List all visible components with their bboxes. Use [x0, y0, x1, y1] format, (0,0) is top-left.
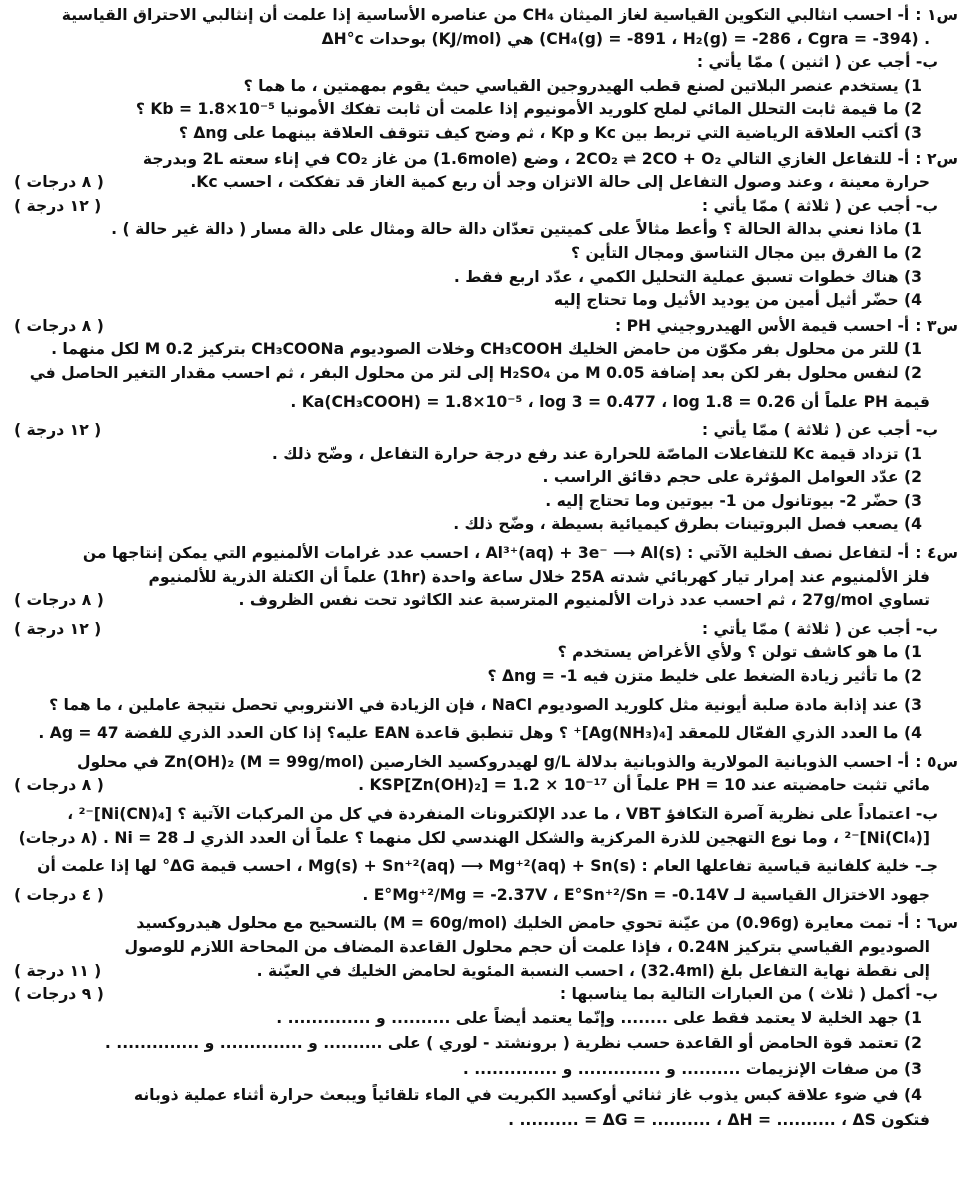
q6-b-item-1: 1) جهد الخلية لا يعتمد فقط على ........ وإنّما يعتمد أيضاً على .......... و .............. . [276, 1008, 922, 1027]
q5-c-grade: ( ٤ درجات ) [14, 885, 104, 904]
q6-b-grade: ( ٩ درجات ) [14, 985, 104, 1004]
q1-a-text-2: . (CH₄(g) = -891 ، H₂(g) = -286 ، Cgra = -394) هي (KJ/mol) بوحدات ΔH°c [321, 29, 930, 48]
q5-b-line-2: [Ni(Cl₄)]⁻² ، وما نوع التهجين للذرة المركزية والشكل الهندسي لكل منهما ؟ علماً أن العدد الذري لـ Ni = 28 . (٨ درجات) [18, 828, 930, 847]
q6-a-line-2: الصوديوم القياسي بتركيز 0.24N ، فإذا علمت أن حجم محلول القاعدة المضاف من المحاحة اللازم للوصول [124, 937, 930, 956]
q5-number: س٥ : [915, 752, 958, 771]
q3-b-grade: ( ١٢ درجة ) [14, 421, 102, 440]
q2-a-line-2: حرارة معينة ، وعند وصول التفاعل إلى حالة الاتزان وجد أن ربع كمية الغاز قد تفككت ، احسب Kc. ( ٨ درجات ) [14, 171, 958, 195]
q4-b-item-3: 3) عند إذابة مادة صلبة أيونية مثل كلوريد الصوديوم NaCl ، فإن الزيادة في الانتروبي تحصل نتيجة عاملين ، ما هما ؟ [49, 695, 922, 714]
q4-b-title: ب- أجب عن ( ثلاثة ) ممّا يأتي : ( ١٢ درجة ) [14, 618, 958, 642]
q6-a-line-1: س٦ : أ- تمت معايرة (0.96g) من عيّنة تحوي حامض الخليك (M = 60g/mol) بالتسحيح مع محلول هيدروكسيد [14, 912, 958, 936]
q2-b-item-4: 4) حضّر أثيل أمين من يوديد الأثيل وما تحتاج إليه [553, 291, 922, 310]
q6-b-title: ب- أكمل ( ثلاث ) من العبارات التالية بما يناسبها : ( ٩ درجات ) [14, 983, 958, 1007]
q4-b-item-2: 2) ما تأثير زيادة الضغط على خليط متزن فيه Δng = -1 ؟ [487, 667, 922, 686]
q1-b-item-1: 1) يستخدم عنصر البلاتين لصنع قطب الهيدروجين القياسي حيث يقوم بمهمتين ، ما هما ؟ [243, 76, 922, 95]
q3-a-grade: ( ٨ درجات ) [14, 316, 104, 335]
q6-number: س٦ : [915, 914, 958, 933]
q3-b-item-1: 1) تزداد قيمة Kc للتفاعلات الماصّة للحرارة عند رفع درجة حرارة التفاعل ، وضّح ذلك . [271, 444, 922, 463]
q1-b-item-2: 2) ما قيمة ثابت التحلل المائي لملح كلوريد الأمونيوم إذا علمت أن ثابت تفكك الأمونيا Kb = 1.8×10⁻⁵ ؟ [135, 100, 922, 119]
q4-a-grade: ( ٨ درجات ) [14, 591, 104, 610]
q6-b-item-4: 4) في ضوء علاقة كبس يذوب غاز ثنائي أوكسيد الكبريت في الماء تلقائياً ويبعث حرارة أثناء عملية ذوبانه [133, 1085, 922, 1104]
q2-b-grade: ( ١٢ درجة ) [14, 196, 102, 215]
q2-b-title: ب- أجب عن ( ثلاثة ) ممّا يأتي : ( ١٢ درجة ) [14, 195, 958, 219]
q3-a-line-1: س٣ : أ- احسب قيمة الأس الهيدروجيني PH : ( ٨ درجات ) [14, 315, 958, 339]
q3-a-line-3: 2) لنفس محلول بفر لكن بعد إضافة 0.05 M من H₂SO₄ إلى لتر من محلول البفر ، ثم احسب مقدار التغير الحاصل في [29, 363, 922, 382]
q2-b-item-2: 2) ما الفرق بين مجال التناسق ومجال التأين ؟ [570, 243, 922, 262]
q4-b-item-1: 1) ما هو كاشف تولن ؟ ولأي الأغراض يستخدم ؟ [557, 643, 922, 662]
q2-a-line-1: س٢ : أ- للتفاعل الغازي التالي 2CO₂ ⇌ 2CO + O₂ ، وضع (1.6mole) من غاز CO₂ في إناء سعته 2L وبدرجة [14, 148, 958, 172]
q1-b-item-3: 3) أكتب العلاقة الرياضية التي تربط بين Kc و Kp ، ثم وضح كيف تتوقف العلاقة بينهما على Δng ؟ [178, 123, 922, 142]
q1-b-title: ب- أجب عن ( اثنين ) ممّا يأتي : [696, 53, 938, 72]
q5-b-line-1: ب- اعتماداً على نظرية آصرة التكافؤ VBT ، ما عدد الإلكترونات المنفردة في كل من المركبات الآتية ؟ [Ni(CN)₄]⁻² ، [67, 805, 938, 823]
q6-b-item-4-cont: فتكون ΔG = .......... ، ΔH = .......... ، ΔS = .......... . [508, 1111, 930, 1130]
q6-a-line-3: إلى نقطة نهاية التفاعل بلغ (32.4ml) ، احسب النسبة المئوية لحامض الخليك في العيّنة . ( ١١ درجة ) [14, 960, 958, 984]
q5-a-line-1: س٥ : أ- احسب الذوبانية المولارية والذوبانية بدلالة g/L لهيدروكسيد الخارصين Zn(OH)₂ (M = 99g/mol) في محلول [14, 751, 958, 775]
q6-a-grade: ( ١١ درجة ) [14, 961, 102, 980]
q6-b-item-2: 2) تعتمد قوة الحامض أو القاعدة حسب نظرية ( برونشتد - لوري ) على .......... و .............. و .............. . [104, 1034, 922, 1053]
q1-number: س١ : [915, 6, 958, 24]
q4-number: س٤ : [915, 544, 958, 563]
q2-b-item-3: 3) هناك خطوات تسبق عملية التحليل الكمي ، عدّد اربع فقط . [453, 267, 922, 286]
q1-a-line-2 [14, 28, 958, 52]
q5-c-line-1: جـ- خلية كلفانية قياسية تفاعلها العام : Mg(s) + Sn⁺²(aq) ⟶ Mg⁺²(aq) + Sn(s) ، احسب قيمة ΔG° لها إذا علمت أن [37, 857, 938, 876]
q5-a-line-2: مائي تثبت حامضيته عند PH = 10 علماً أن KSP[Zn(OH)₂] = 1.2 × 10⁻¹⁷ . ( ٨ درجات ) [14, 774, 958, 798]
q3-b-item-2: 2) عدّد العوامل المؤثرة على حجم دقائق الراسب . [542, 468, 922, 487]
q3-a-line-2: 1) للتر من محلول بفر مكوّن من حامض الخليك CH₃COOH وخلات الصوديوم CH₃COONa بتركيز 0.2 M لكل منهما . [51, 340, 922, 359]
q4-b-item-4: 4) ما العدد الذري الفعّال للمعقد [Ag(NH₃)₄]⁺ ؟ وهل تنطبق قاعدة EAN عليه؟ إذا كان العدد الذري للفضة 47 = Ag . [38, 724, 922, 743]
q5-a-grade: ( ٨ درجات ) [14, 776, 104, 795]
q3-b-item-3: 3) حضّر 2- بيوتانول من 1- بيوتين وما تحتاج إليه . [545, 491, 922, 510]
q4-a-line-3: تساوي 27g/mol ، ثم احسب عدد ذرات الألمنيوم المترسبة عند الكاثود تحت نفس الظروف . ( ٨ درجات ) [14, 589, 958, 613]
q2-a-grade: ( ٨ درجات ) [14, 173, 104, 192]
q2-b-item-1: 1) ماذا نعني بدالة الحالة ؟ وأعط مثالاً على كميتين تعدّان دالة حالة ومثال على دالة مسار ( دالة غير حالة ) . [111, 220, 922, 239]
q6-b-item-3: 3) من صفات الإنزيمات .......... و .............. و .............. . [462, 1059, 922, 1078]
q4-a-line-1: س٤ : أ- لتفاعل نصف الخلية الآتي : Al³⁺(aq) + 3e⁻ ⟶ Al(s) ، احسب عدد غرامات الألمنيوم التي يمكن إنتاجها من [14, 542, 958, 566]
q3-number: س٣ : [915, 316, 958, 335]
q3-b-item-4: 4) يصعب فصل البروتينات بطرق كيميائية بسيطة ، وضّح ذلك . [453, 515, 922, 534]
q1-a-text-1: أ- احسب انثالبي التكوين القياسية لغاز الميثان CH₄ من عناصره الأساسية إذا علمت أن إنثالبي الاحتراق القياسية [61, 6, 910, 24]
q4-b-grade: ( ١٢ درجة ) [14, 619, 102, 638]
q2-number: س٢ : [915, 149, 958, 168]
q1-a-line-1 [14, 4, 958, 28]
q5-c-line-2: جهود الاختزال القياسية لـ E°Mg⁺²/Mg = -2.37V ، E°Sn⁺²/Sn = -0.14V . ( ٤ درجات ) [14, 884, 958, 908]
q3-a-line-4: قيمة PH علماً أن Ka(CH₃COOH) = 1.8×10⁻⁵ ، log 3 = 0.477 ، log 1.8 = 0.26 . [290, 392, 930, 411]
q4-a-line-2: فلز الألمنيوم عند إمرار تيار كهربائي شدته 25A خلال ساعة واحدة (1hr) علماً أن الكتلة الذرية للألمنيوم [148, 567, 930, 586]
q3-b-title: ب- أجب عن ( ثلاثة ) ممّا يأتي : ( ١٢ درجة ) [14, 419, 958, 443]
